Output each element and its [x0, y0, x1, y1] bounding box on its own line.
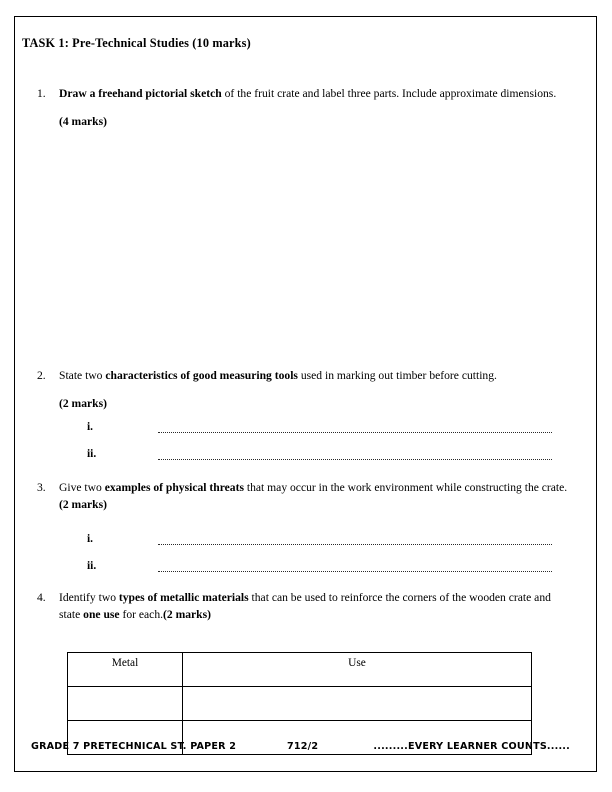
- question-2: [37, 367, 574, 384]
- question-4-text-after: that can be used to reinforce the corners of the wooden crate and state: [59, 591, 551, 622]
- table-header-use: Use: [183, 653, 532, 687]
- question-4-bold-phrase: types of metallic materials: [118, 591, 249, 604]
- table-header-metal: Metal: [68, 653, 183, 687]
- question-2-roman-ii: ii.: [87, 448, 97, 460]
- question-3-roman-ii: ii.: [87, 560, 97, 572]
- question-1-bold-phrase: Draw a freehand pictorial sketch: [59, 87, 222, 100]
- question-2-roman-i: i.: [87, 421, 94, 433]
- exam-page-border: [14, 16, 597, 772]
- table-cell-metal-1[interactable]: [68, 687, 183, 721]
- question-1-number: 1.: [37, 87, 46, 100]
- question-4-text: [59, 589, 574, 623]
- question-3-answer-line-i[interactable]: [158, 544, 552, 545]
- question-2-text-after: used in marking out timber before cutting.: [297, 369, 497, 382]
- footer-paper-code: 712/2: [287, 741, 319, 752]
- question-3-bold-phrase: examples of physical threats: [104, 481, 244, 494]
- question-3-text-before: Give two: [59, 481, 105, 494]
- question-3-answer-i[interactable]: [59, 533, 574, 549]
- question-4-text-after-2: for each.: [119, 608, 164, 622]
- table-cell-use-1[interactable]: [183, 687, 532, 721]
- question-2-answer-line-ii[interactable]: [158, 459, 552, 460]
- question-1-marks: (4 marks): [59, 115, 107, 128]
- question-2-answer-ii[interactable]: [59, 448, 574, 464]
- question-4-marks: (2 marks): [163, 608, 211, 622]
- question-4-text-before: Identify two: [59, 591, 119, 604]
- page-title: TASK 1: Pre-Technical Studies (10 marks): [22, 36, 251, 50]
- question-1-sketch-answer-area[interactable]: [59, 137, 556, 347]
- question-4: [37, 589, 574, 623]
- table-row: [68, 687, 532, 721]
- question-3-answer-line-ii[interactable]: [158, 571, 552, 572]
- question-3-number: 3.: [37, 481, 46, 494]
- question-4-bold-phrase-2: one use: [83, 608, 120, 622]
- page-content: [15, 17, 596, 771]
- table-header-row: [68, 653, 532, 687]
- question-2-answer-i[interactable]: [59, 421, 574, 437]
- question-1: [37, 85, 574, 102]
- question-2-number: 2.: [37, 369, 46, 382]
- question-2-marks: (2 marks): [59, 397, 107, 410]
- footer-paper-title: GRADE 7 PRETECHNICAL ST. PAPER 2: [31, 741, 237, 752]
- question-3-roman-i: i.: [87, 533, 94, 545]
- question-1-text: [59, 85, 574, 102]
- page-footer: [31, 741, 584, 759]
- question-2-bold-phrase: characteristics of good measuring tools: [105, 369, 298, 382]
- footer-slogan: .........EVERY LEARNER COUNTS......: [373, 741, 570, 752]
- question-2-text: [59, 367, 574, 384]
- question-3-text-after: that may occur in the work environment while constructing the crate.: [243, 481, 568, 494]
- metal-use-table: [67, 652, 532, 755]
- question-3-text: [59, 479, 574, 513]
- question-2-text-before: State two: [59, 369, 106, 382]
- question-3: [37, 479, 574, 513]
- question-3-marks: (2 marks): [59, 498, 107, 512]
- question-1-text-after: of the fruit crate and label three parts. Include approximate dimensions.: [221, 87, 557, 100]
- question-3-answer-ii[interactable]: [59, 560, 574, 576]
- question-2-answer-line-i[interactable]: [158, 432, 552, 433]
- question-4-number: 4.: [37, 591, 46, 604]
